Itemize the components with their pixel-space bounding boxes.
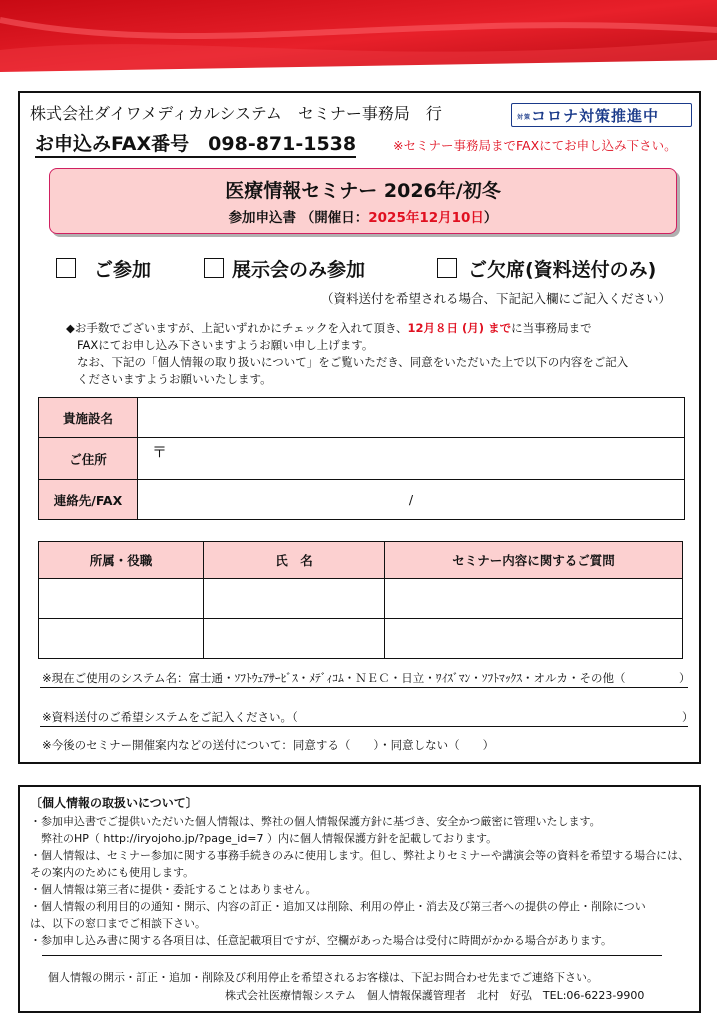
form-subtitle (49, 206, 677, 226)
system-note: ※現在ご使用のシステム名：富士通・ｿﾌﾄｳｪｱｻｰﾋﾞｽ・ﾒﾃﾞｨｺﾑ・ＮＥＣ・日立・ﾜｲｽﾞﾏﾝ・ｿﾌﾄﾏｯｸｽ・オルカ・その他（ (42, 671, 626, 685)
subtitle-prefix: 参加申込書 （開催日： (228, 210, 369, 226)
address-row (39, 438, 685, 480)
col-question: セミナー内容に関するご質問 (385, 542, 683, 579)
seminar-title: 医療情報セミナー 2026年/初冬 (225, 180, 501, 202)
doc-request-note: ※資料送付のご希望システムをご記入ください。（ (42, 710, 298, 724)
system-note-close: ） (679, 671, 691, 685)
exhibition-label: 展示会のみ参加 (232, 259, 366, 281)
question-header-row (39, 542, 683, 579)
privacy-title: 〔個人情報の取扱いについて〕 (30, 796, 198, 810)
facility-input[interactable] (138, 398, 685, 438)
corona-logo-text: コロナ対策推進中 (531, 107, 660, 125)
fax-number: お申込みFAX番号 098-871-1538 (35, 132, 356, 158)
name-input[interactable] (204, 619, 385, 659)
instruction-line-4: くださいますようお願いいたします。 (77, 372, 272, 386)
address-label: ご住所 (39, 438, 138, 480)
name-input[interactable] (204, 579, 385, 619)
facility-info-table (38, 397, 685, 520)
instruction-line-2: FAXにてお申し込み下さいますようお願い申し上げます。 (77, 338, 374, 352)
deadline: 12月８日 (月) まで (407, 321, 512, 335)
absent-checkbox[interactable] (437, 258, 457, 278)
table-row (39, 579, 683, 619)
privacy-line: 弊社のHP（ http://iryojoho.jp/?page_id=7 ）内に個人情報保護方針を記載しております。 (30, 832, 498, 845)
doc-request-close: ） (682, 710, 694, 724)
privacy-divider (42, 955, 662, 956)
header-banner (0, 0, 717, 80)
col-name: 氏 名 (204, 542, 385, 579)
instruction-1a: ◆お手数でございますが、上記いずれかにチェックを入れて頂き、 (66, 321, 408, 335)
attendee-question-table (38, 541, 683, 659)
table-row (39, 619, 683, 659)
privacy-line: その案内のためにも使用します。 (30, 866, 195, 879)
affiliation-input[interactable] (39, 619, 204, 659)
corona-logo (517, 105, 659, 126)
instruction-1b: に当事務局まで (511, 321, 592, 335)
address-input[interactable] (138, 438, 685, 480)
absent-label: ご欠席(資料送付のみ) (468, 259, 657, 281)
attend-checkbox[interactable] (56, 258, 76, 278)
contact-label: 連絡先/FAX (39, 480, 138, 520)
postal-mark: 〒 (152, 443, 168, 461)
col-affiliation: 所属・役職 (39, 542, 204, 579)
privacy-footer-1: 個人情報の開示・訂正・追加・削除及び利用停止を希望されるお客様は、下記お問合わせ先までご連絡下さい。 (48, 971, 598, 984)
privacy-line: ・個人情報は第三者に提供・委託することはありません。 (30, 883, 317, 896)
privacy-line: ・個人情報の利用目的の通知・開示、内容の訂正・追加又は削除、利用の停止・消去及び第三者への提供の停止・削除につい (30, 900, 646, 913)
contact-row (39, 480, 685, 520)
corona-logo-small: 対策 (517, 114, 532, 121)
system-input-line[interactable] (40, 687, 688, 688)
attend-label: ご参加 (94, 259, 152, 281)
doc-request-input-line[interactable] (40, 726, 688, 727)
facility-row (39, 398, 685, 438)
recipient-company: 株式会社ダイワメディカルシステム セミナー事務局 行 (30, 104, 442, 123)
privacy-line: ・個人情報は、セミナー参加に関する事務手続きのみに使用します。但し、弊社よりセミナーや講演会等の資料を希望する場合には、 (30, 849, 690, 862)
contact-slash: / (408, 492, 414, 507)
subtitle-suffix: ） (483, 210, 498, 226)
privacy-line: ・参加申し込み書に関する各項目は、任意記載項目ですが、空欄があった場合は受付に時間がかかる場合があります。 (30, 934, 613, 947)
privacy-line: は、以下の窓口までご相談下さい。 (30, 917, 206, 930)
facility-label: 貴施設名 (39, 398, 138, 438)
consent-note: ※今後のセミナー開催案内などの送付について：同意する（ ）・同意しない（ ） (42, 738, 495, 752)
exhibition-checkbox[interactable] (204, 258, 224, 278)
privacy-footer-2: 株式会社医療情報システム 個人情報保護管理者 北村 好弘 TEL:06-6223-9900 (225, 989, 645, 1002)
absent-note: （資料送付を希望される場合、下記記入欄にご記入ください） (321, 291, 672, 306)
contact-input[interactable] (138, 480, 685, 520)
affiliation-input[interactable] (39, 579, 204, 619)
question-input[interactable] (385, 619, 683, 659)
instruction-line-3: なお、下記の「個人情報の取り扱いについて」をご覧いただき、同意をいただいた上で以下の内容をご記入 (77, 355, 629, 369)
privacy-line: ・参加申込書でご提供いただいた個人情報は、弊社の個人情報保護方針に基づき、安全かつ厳密に管理いたします。 (30, 815, 601, 828)
instruction-line-1 (66, 320, 592, 336)
event-date: 2025年12月10日 (368, 210, 484, 226)
fax-note: ※セミナー事務局までFAXにてお申し込み下さい。 (393, 138, 677, 153)
question-input[interactable] (385, 579, 683, 619)
